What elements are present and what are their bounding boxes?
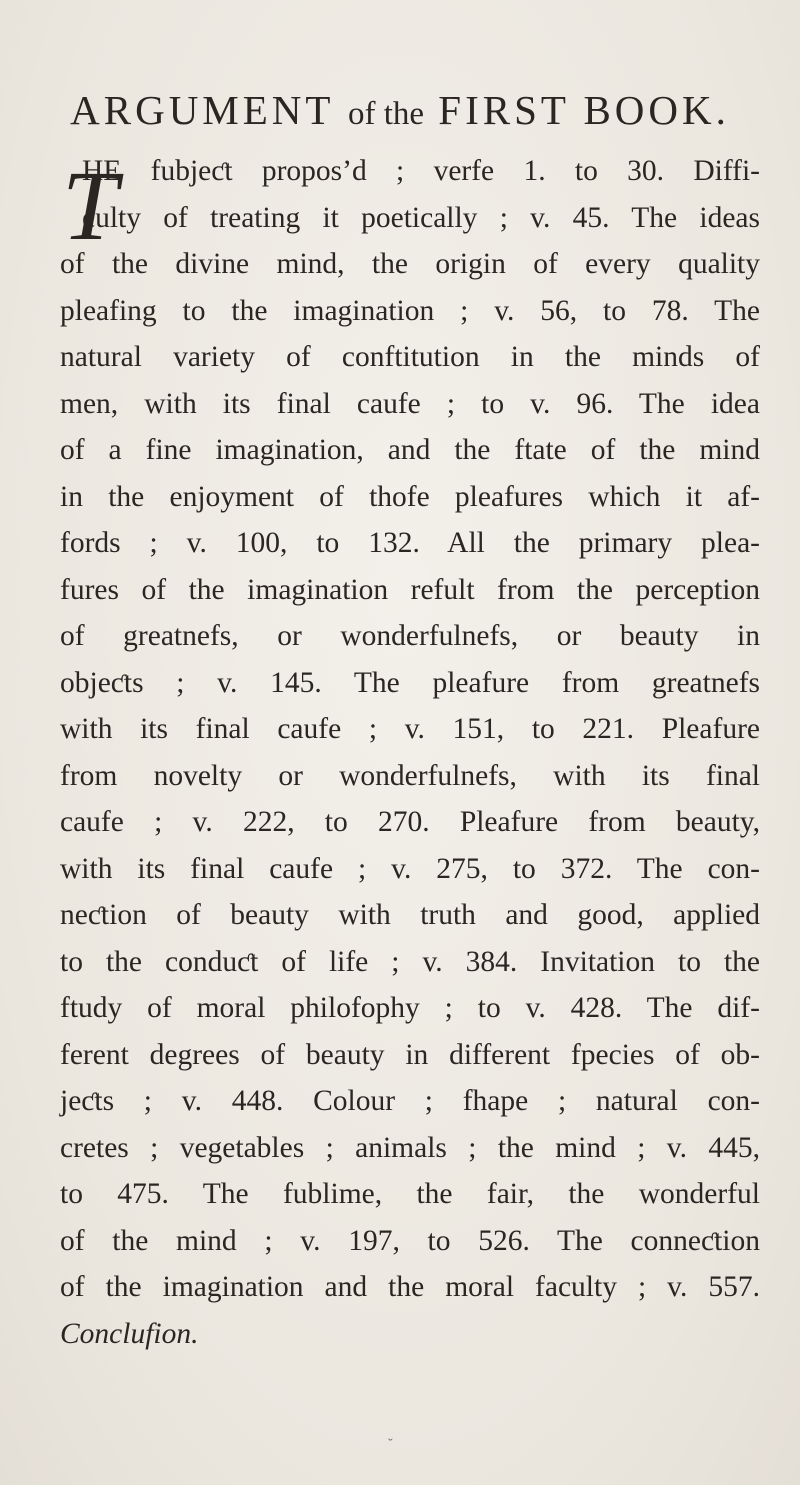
text-line: of a fine imagination, and the ftate of the mind bbox=[60, 434, 760, 466]
text-line: of the mind ; v. 197, to 526. The conneƈtion bbox=[60, 1224, 760, 1257]
text-line: in the enjoyment of thofe pleafures which it af- bbox=[60, 480, 760, 513]
text-line: HE fubjeƈt propos’d ; verfe 1. to 30. Diffi- bbox=[82, 155, 760, 187]
text-line-conclusion: Conclufion. bbox=[60, 1317, 199, 1350]
page-heading bbox=[0, 87, 800, 133]
page-speck-mark: ˇ bbox=[388, 1437, 393, 1452]
text-line: ferent degrees of beauty in different fpecies of ob- bbox=[60, 1038, 760, 1071]
text-line: of the imagination and the moral faculty ; v. 557. bbox=[60, 1271, 760, 1303]
text-line: cretes ; vegetables ; animals ; the mind ; v. 445, bbox=[60, 1131, 760, 1164]
text-line: caufe ; v. 222, to 270. Pleafure from beauty, bbox=[60, 806, 760, 838]
text-line: fords ; v. 100, to 132. All the primary plea- bbox=[60, 527, 760, 559]
text-line: men, with its final caufe ; to v. 96. The idea bbox=[60, 387, 760, 420]
text-line: with its final caufe ; v. 151, to 221. Pleafure bbox=[60, 713, 760, 745]
text-line: pleafing to the imagination ; v. 56, to 78. The bbox=[60, 294, 760, 327]
text-line: to the conduƈt of life ; v. 384. Invitation to the bbox=[60, 945, 760, 978]
text-line: objeƈts ; v. 145. The pleafure from greatnefs bbox=[60, 666, 760, 699]
text-line: fures of the imagination refult from the perception bbox=[60, 573, 760, 606]
argument-text bbox=[60, 148, 760, 1357]
text-line: of the divine mind, the origin of every quality bbox=[60, 248, 760, 280]
heading-argument: ARGUMENT bbox=[70, 87, 334, 133]
text-line: jeƈts ; v. 448. Colour ; fhape ; natural con- bbox=[60, 1085, 760, 1117]
text-line: with its final caufe ; v. 275, to 372. The con- bbox=[60, 852, 760, 885]
text-line: natural variety of conftitution in the minds of bbox=[60, 341, 760, 373]
text-line: neƈtion of beauty with truth and good, applied bbox=[60, 899, 760, 931]
text-line: culty of treating it poetically ; v. 45. The ideas bbox=[82, 201, 760, 234]
heading-of-the: of the bbox=[347, 96, 425, 132]
drop-cap: T bbox=[62, 150, 118, 261]
text-line: from novelty or wonderfulnefs, with its final bbox=[60, 759, 760, 792]
heading-first-book: FIRST BOOK. bbox=[438, 87, 730, 133]
text-line: to 475. The fublime, the fair, the wonderful bbox=[60, 1178, 760, 1210]
text-line: ftudy of moral philofophy ; to v. 428. The dif- bbox=[60, 992, 760, 1024]
text-line: of greatnefs, or wonderfulnefs, or beauty in bbox=[60, 620, 760, 652]
